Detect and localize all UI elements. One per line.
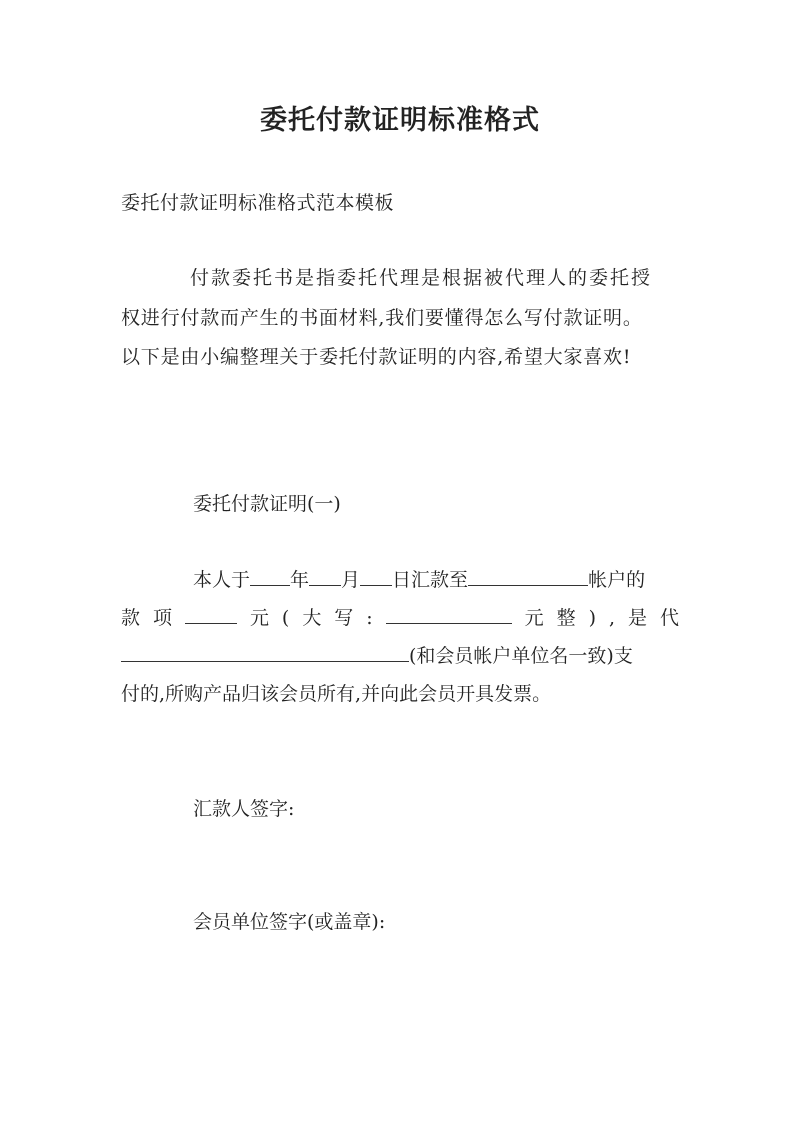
month-blank: [309, 567, 341, 586]
payer-blank: [121, 643, 409, 662]
body-text: (和会员帐户单位名一致)支: [409, 645, 633, 667]
body-text: 款: [121, 607, 141, 629]
section-title: 委托付款证明(一): [193, 493, 341, 515]
body-text: 日汇款至: [392, 569, 469, 591]
body-text: 大: [302, 607, 322, 629]
body-text: ,: [608, 607, 616, 629]
body-text: ): [588, 607, 597, 629]
document-subtitle: 委托付款证明标准格式范本模板: [121, 192, 395, 214]
year-blank: [250, 567, 290, 586]
member-unit-signature-label: 会员单位签字(或盖章):: [193, 911, 386, 933]
body-text: 本人于: [193, 569, 251, 591]
intro-line-3: 以下是由小编整理关于委托付款证明的内容,希望大家喜欢!: [121, 346, 632, 368]
body-text: 元: [249, 607, 269, 629]
body-text: 年: [290, 569, 310, 591]
amount-blank: [185, 605, 237, 624]
document-title: 委托付款证明标准格式: [260, 105, 540, 136]
body-text: 月: [341, 569, 361, 591]
remitter-signature-label: 汇款人签字:: [193, 798, 295, 820]
body-text: 元: [524, 607, 544, 629]
day-blank: [360, 567, 392, 586]
body-text: 写: [334, 607, 354, 629]
account-blank: [468, 567, 588, 586]
body-text: 代: [659, 607, 679, 629]
body-text: 帐户的: [588, 569, 646, 591]
body-line-2: [121, 605, 679, 631]
body-line-1: [193, 567, 645, 593]
intro-line-1: 付款委托书是指委托代理是根据被代理人的委托授: [190, 267, 653, 289]
body-text: (: [281, 607, 290, 629]
body-line-4: 付的,所购产品归该会员所有,并向此会员开具发票。: [121, 683, 552, 705]
body-text: 整: [556, 607, 576, 629]
body-text: 项: [152, 607, 172, 629]
intro-line-2: 权进行付款而产生的书面材料,我们要懂得怎么写付款证明。: [121, 307, 643, 329]
capital-amount-blank: [386, 605, 512, 624]
body-text: :: [366, 607, 373, 629]
body-text: 是: [628, 607, 648, 629]
body-line-3: [121, 643, 633, 669]
